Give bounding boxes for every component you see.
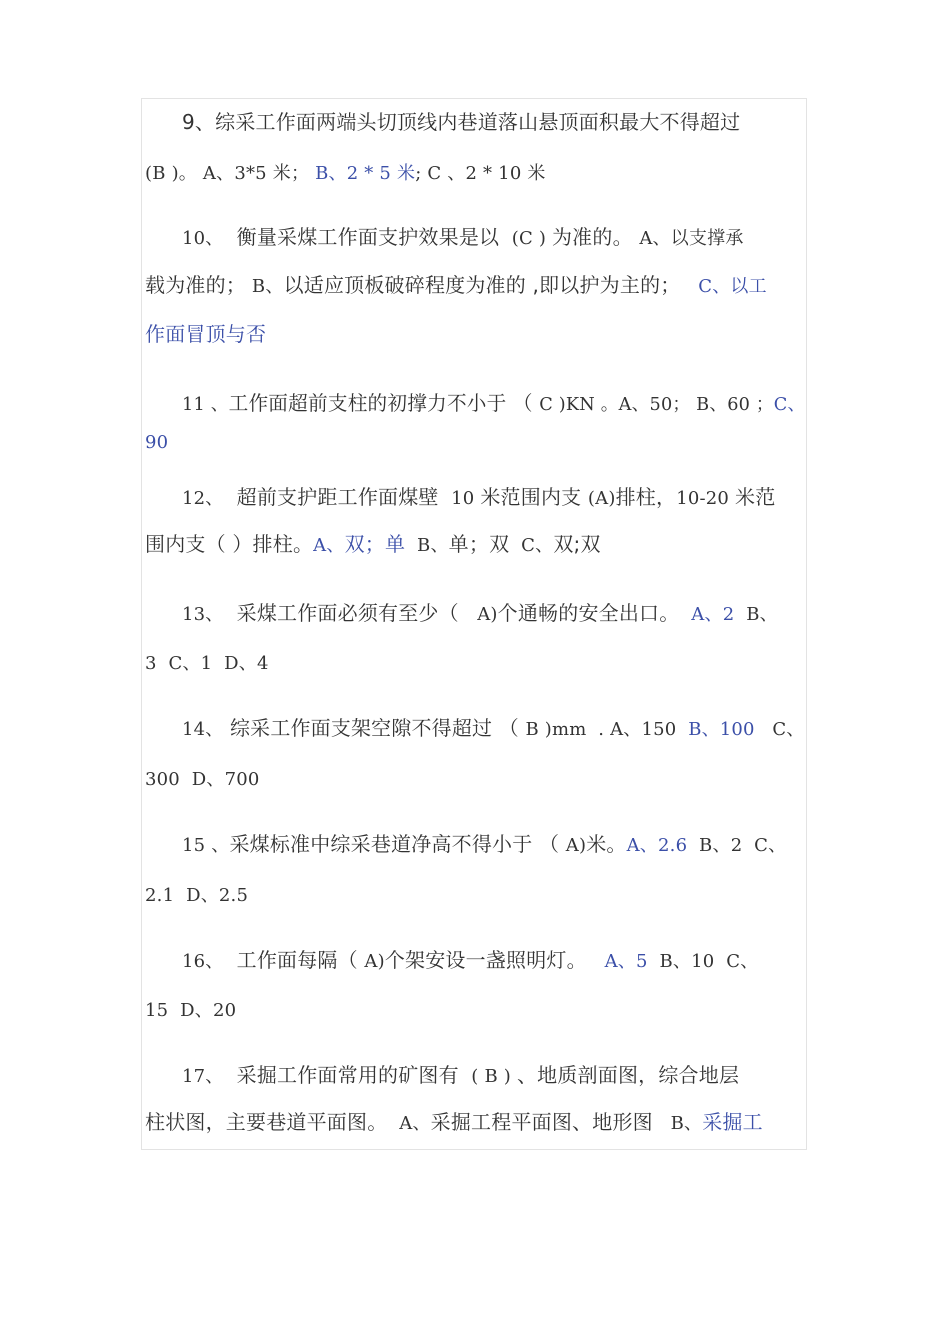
- question-17-line-1: 17、 采掘工作面常用的矿图有 ( B ) 、地质剖面图，综合地层: [182, 1063, 740, 1087]
- question-11-line-1: 11 、工作面超前支柱的初撑力不小于 （ C )KN 。A、50； B、60 ；C、: [182, 391, 806, 415]
- question-13-line-1: 13、 采煤工作面必须有至少（ A)个通畅的安全出口。 A、2 B、: [182, 601, 778, 625]
- question-9-line-2: (B )。 A、3*5 米； B、2 * 5 米; C 、2 * 10 米: [145, 163, 546, 184]
- answer-highlight: B、2 * 5 米: [315, 163, 416, 184]
- question-12-line-2: 围内支（ ）排柱。A、双；单 B、单；双 C、双;双: [145, 532, 601, 556]
- question-9-line-1: 9、综采工作面两端头切顶线内巷道落山悬顶面积最大不得超过: [182, 110, 741, 134]
- question-10-line-3: 作面冒顶与否: [145, 322, 267, 346]
- answer-highlight: C、: [773, 394, 806, 415]
- answer-highlight: A、2: [679, 604, 741, 625]
- question-12-line-1: 12、 超前支护距工作面煤壁 10 米范围内支 (A)排柱，10-20 米范: [182, 485, 776, 509]
- question-15-line-2: 2.1 D、2.5: [145, 885, 249, 906]
- answer-highlight: 90: [145, 432, 169, 453]
- answer-highlight: 双；单: [344, 532, 406, 556]
- question-16-line-2: 15 D、20: [145, 1000, 237, 1021]
- question-11-line-2: [145, 427, 168, 457]
- question-16-line-1: 16、 工作面每隔（ A)个架安设一盏照明灯。 A、5 B、10 C、: [182, 948, 759, 972]
- answer-highlight: A、5: [586, 951, 654, 972]
- question-14-line-2: 300 D、700: [145, 769, 260, 790]
- question-10-line-1: 10、 衡量采煤工作面支护效果是以 (C ) 为准的。 A、以支撑承: [182, 225, 744, 249]
- question-13-line-2: 3 C、1 D、4: [145, 653, 269, 674]
- answer-highlight: B、100: [682, 719, 761, 740]
- question-10-line-2: 载为准的； B、以适应顶板破碎程度为准的 ,即以护为主的； C、以工: [145, 273, 767, 297]
- question-17-line-2: 柱状图，主要巷道平面图。 A、采掘工程平面图、地形图 B、采掘工: [145, 1110, 763, 1134]
- answer-highlight: 采掘工: [702, 1110, 763, 1134]
- question-14-line-1: 14、 综采工作面支架空隙不得超过 （ B )mm . A、150 B、100 C、: [182, 716, 805, 740]
- answer-highlight: C、以工: [680, 276, 767, 297]
- question-15-line-1: 15 、采煤标准中综采巷道净高不得小于 （ A)米。A、2.6 B、2 C、: [182, 832, 787, 856]
- answer-highlight: A、2.6: [626, 835, 694, 856]
